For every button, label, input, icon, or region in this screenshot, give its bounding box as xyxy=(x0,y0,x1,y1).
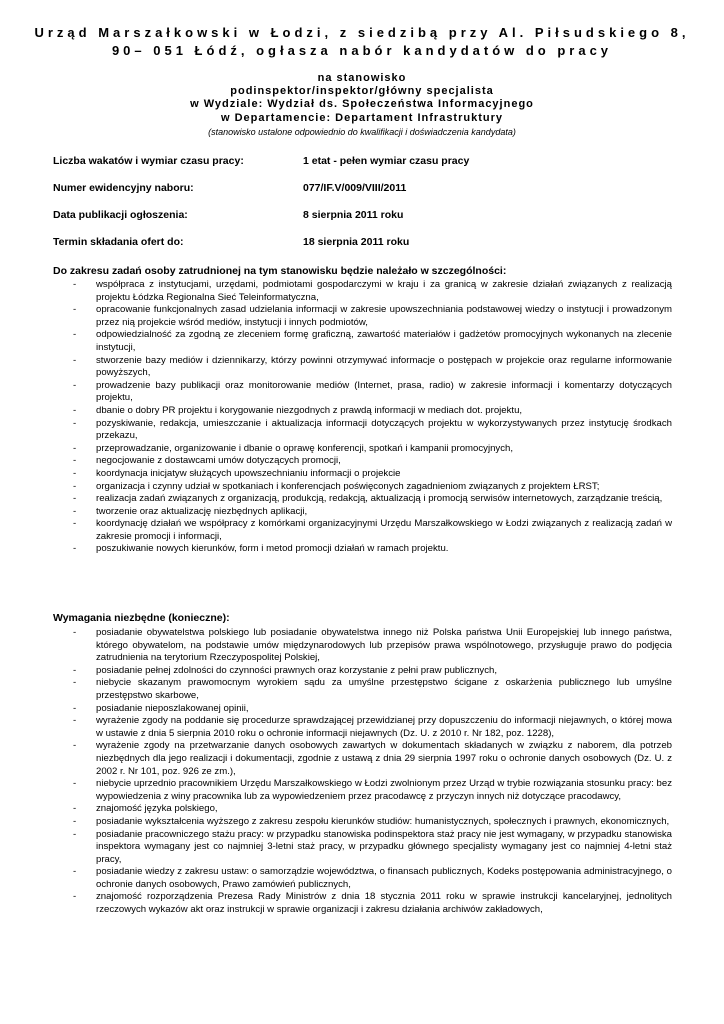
requirement-item xyxy=(0,740,724,778)
requirement-item-text: wyrażenie zgody na poddanie się procedurze sprawdzającej przewidzianej przy dopuszczeniu do informacji niejawnych, o której mowa w ustawie z dnia 5 sierpnia 2010 roku o ochronie informacji niejawnych (Dz. U. z 2010 r. Nr 182, poz. 1228), xyxy=(96,715,672,739)
field-label-deadline: Termin składania ofert do: xyxy=(53,236,184,248)
duty-item-text: pozyskiwanie, redakcja, umieszczanie i aktualizacja informacji dotyczących projektu w wykorzystywanych przez instytucję środkach przekazu, xyxy=(96,417,672,442)
duty-item-text: negocjowanie z dostawcami umów dotyczących promocji, xyxy=(96,455,341,467)
duty-item xyxy=(0,405,724,418)
requirements-title: Wymagania niezbędne (konieczne): xyxy=(53,612,230,624)
position-division: w Departamencie: Departament Infrastruktury xyxy=(220,112,503,124)
duty-item xyxy=(0,355,724,380)
duty-item xyxy=(0,493,724,506)
bullet-dash: - xyxy=(73,543,77,555)
duties-list xyxy=(0,279,724,556)
position-title: podinspektor/inspektor/główny specjalista xyxy=(230,85,494,97)
position-note: (stanowisko ustalone odpowiednio do kwalifikacji i doświadczenia kandydata) xyxy=(208,127,516,137)
duties-title: Do zakresu zadań osoby zatrudnionej na tym stanowisku będzie należało w szczególności: xyxy=(53,265,507,277)
bullet-dash: - xyxy=(73,279,77,290)
bullet-dash: - xyxy=(73,677,77,689)
bullet-dash: - xyxy=(73,379,77,391)
duty-item xyxy=(0,304,724,329)
bullet-dash: - xyxy=(73,404,77,416)
bullet-dash: - xyxy=(73,778,77,790)
duty-item-text: realizacja zadań związanych z organizacją, produkcją, redakcją, aktualizacją i promocją serwisów internetowych, zarządzanie treścią, xyxy=(96,493,663,505)
duty-item-text: koordynację działań we współpracy z komórkami organizacyjnymi Urzędu Marszałkowskiego w Łodzi związanych z realizacją zadań w zakresie promocji i informacji, xyxy=(96,518,672,542)
position-department: w Wydziale: Wydział ds. Społeczeństwa Informacyjnego xyxy=(190,98,534,110)
duty-item xyxy=(0,468,724,481)
duty-item-text: poszukiwanie nowych kierunków, form i metod promocji działań w ramach projektu. xyxy=(96,543,449,555)
duty-item-text: organizacja i czynny udział w spotkaniach i konferencjach poświęconych zagadnieniom związanych z projektem ŁRST; xyxy=(96,480,600,492)
bullet-dash: - xyxy=(73,715,77,727)
field-label-recruitment-number: Numer ewidencyjny naboru: xyxy=(53,182,194,194)
bullet-dash: - xyxy=(73,518,77,530)
bullet-dash: - xyxy=(73,803,77,815)
requirement-item-text: znajomość rozporządzenia Prezesa Rady Ministrów z dnia 18 stycznia 2011 roku w sprawie instrukcji kancelaryjnej, jednolitych rzeczowych wykazów akt oraz instrukcji w sprawie organizacji i zakresu działania archiwów zakładowych, xyxy=(96,891,672,916)
requirement-item-text: posiadanie obywatelstwa polskiego lub posiadanie obywatelstwa innego niż Polska państwa Unii Europejskiej lub innego państwa, którego obywatelom, na podstawie umów międzynarodowych lub przepisów prawa wspólnotowego, przysługuje prawo do podjęcia zatrudnienia na terytorium Rzeczypospolitej Polskiej, xyxy=(96,627,672,664)
requirement-item-text: posiadanie wykształcenia wyższego z zakresu zespołu kierunków studiów: humanistycznych, społecznych i prawnych, ekonomicznych, xyxy=(96,815,670,827)
bullet-dash: - xyxy=(73,664,77,676)
duty-item-text: tworzenie oraz aktualizację niezbędnych aplikacji, xyxy=(96,505,308,517)
duty-item xyxy=(0,279,724,304)
duty-item xyxy=(0,418,724,443)
requirement-item xyxy=(0,703,724,716)
requirement-item xyxy=(0,665,724,678)
bullet-dash: - xyxy=(73,329,77,341)
field-label-vacancies: Liczba wakatów i wymiar czasu pracy: xyxy=(53,155,244,167)
duty-item-text: odpowiedzialność za zgodną ze zleceniem formę graficzną, zawartość materiałów i gadżetów promocyjnych wykonanych na zlecenie instytucji, xyxy=(96,329,672,353)
bullet-dash: - xyxy=(73,828,77,840)
duty-item xyxy=(0,455,724,468)
bullet-dash: - xyxy=(73,891,77,903)
duty-item-text: opracowanie funkcjonalnych zasad udzielania informacji w zakresie upowszechniania podstawowej wiedzy o instytucji i prowadzonym przez nią projekcie wśród mediów, instytucji i innych podmiotów, xyxy=(96,304,672,328)
requirement-item-text: posiadanie wiedzy z zakresu ustaw: o samorządzie województwa, o finansach publicznych, Kodeks postępowania administracyjnego, o ochronie danych osobowych, Prawo zamówień publicznych, xyxy=(96,866,672,890)
bullet-dash: - xyxy=(73,417,77,429)
requirement-item xyxy=(0,891,724,916)
header-line-1: Urząd Marszałkowski w Łodzi, z siedzibą przy Al. Piłsudskiego 8, xyxy=(34,25,690,40)
requirement-item xyxy=(0,627,724,665)
duty-item xyxy=(0,481,724,494)
position-intro: na stanowisko xyxy=(317,72,407,84)
requirement-item xyxy=(0,866,724,891)
bullet-dash: - xyxy=(73,702,77,714)
duty-item-text: współpraca z instytucjami, urzędami, podmiotami gospodarczymi w kraju i za granicą w zakresie działań związanych z realizacją projektu Łódzka Regionalna Sieć Teleinformatyczna, xyxy=(96,279,672,303)
requirement-item xyxy=(0,677,724,702)
requirement-item-text: niebycie skazanym prawomocnym wyrokiem sądu za umyślne przestępstwo ścigane z oskarżenia publicznego lub umyślne przestępstwo skarbowe, xyxy=(96,677,672,701)
bullet-dash: - xyxy=(73,442,77,454)
duty-item-text: prowadzenie bazy publikacji oraz monitorowanie mediów (Internet, prasa, radio) w zakresie informacji i komentarzy dotyczących projektu, xyxy=(96,379,672,404)
requirement-item xyxy=(0,829,724,867)
duty-item xyxy=(0,506,724,519)
bullet-dash: - xyxy=(73,866,77,878)
requirement-item xyxy=(0,816,724,829)
bullet-dash: - xyxy=(73,627,77,638)
duty-item-text: dbanie o dobry PR projektu i korygowanie niezgodnych z prawdą informacji w mediach dot. projektu, xyxy=(96,404,523,416)
requirement-item-text: posiadanie pełnej zdolności do czynności prawnych oraz korzystanie z pełni praw publicznych, xyxy=(96,664,498,676)
duty-item xyxy=(0,329,724,354)
duty-item xyxy=(0,443,724,456)
duty-item-text: przeprowadzanie, organizowanie i dbanie o oprawę konferencji, spotkań i kampanii promocyjnych, xyxy=(96,442,514,454)
bullet-dash: - xyxy=(73,740,77,752)
bullet-dash: - xyxy=(73,304,77,316)
requirement-item-text: posiadanie nieposzlakowanej opinii, xyxy=(96,702,249,714)
requirements-list xyxy=(0,627,724,917)
requirement-item xyxy=(0,803,724,816)
field-label-publication-date: Data publikacji ogłoszenia: xyxy=(53,209,188,221)
requirement-item-text: znajomość języka polskiego, xyxy=(96,803,218,815)
duty-item-text: koordynacja inicjatyw służących upowszechnianiu informacji o projekcie xyxy=(96,467,401,479)
header-line-2: 90– 051 Łódź, ogłasza nabór kandydatów do pracy xyxy=(111,43,613,58)
bullet-dash: - xyxy=(73,455,77,467)
duty-item xyxy=(0,380,724,405)
bullet-dash: - xyxy=(73,493,77,505)
bullet-dash: - xyxy=(73,354,77,366)
requirement-item-text: wyrażenie zgody na przetwarzanie danych osobowych zawartych w dokumentach składanych w związku z naborem, dla potrzeb niezbędnych dla jego realizacji i dokumentacji, zgodnie z ustawą z dnia 29 sierpnia 1997 roku o ochronie danych osobowych (Dz. U. z 2002 r. Nr 101, poz. 926 ze zm.), xyxy=(96,740,672,777)
duty-item-text: stworzenie bazy mediów i dziennikarzy, którzy powinni otrzymywać informacje o postępach w projekcie oraz regularne informowanie powyższych, xyxy=(96,354,672,379)
field-value-publication-date: 8 sierpnia 2011 roku xyxy=(303,209,404,221)
bullet-dash: - xyxy=(73,480,77,492)
requirement-item xyxy=(0,715,724,740)
field-value-recruitment-number: 077/IF.V/009/VIII/2011 xyxy=(303,182,407,194)
duty-item xyxy=(0,518,724,543)
bullet-dash: - xyxy=(73,505,77,517)
field-value-deadline: 18 sierpnia 2011 roku xyxy=(303,236,410,248)
field-value-vacancies: 1 etat - pełen wymiar czasu pracy xyxy=(303,155,470,167)
requirement-item xyxy=(0,778,724,803)
bullet-dash: - xyxy=(73,467,77,479)
bullet-dash: - xyxy=(73,815,77,827)
requirement-item-text: niebycie uprzednio pracownikiem Urzędu Marszałkowskiego w Łodzi zwolnionym przez Urząd w trybie rozwiązania stosunku pracy: bez wypowiedzenia z winy pracownika lub za wypowiedzeniem przez pracodawcę z przyczyn innych niż dotyczące pracodawcy, xyxy=(96,778,672,802)
duty-item xyxy=(0,543,724,556)
requirement-item-text: posiadanie pracowniczego stażu pracy: w przypadku stanowiska podinspektora staż pracy nie jest wymagany, w przypadku stanowiska inspektora wymagany jest co najmniej 3-letni staż pracy, w przypadku głównego specjalisty wymagany jest co najmniej 4-letni staż pracy, xyxy=(96,828,672,865)
